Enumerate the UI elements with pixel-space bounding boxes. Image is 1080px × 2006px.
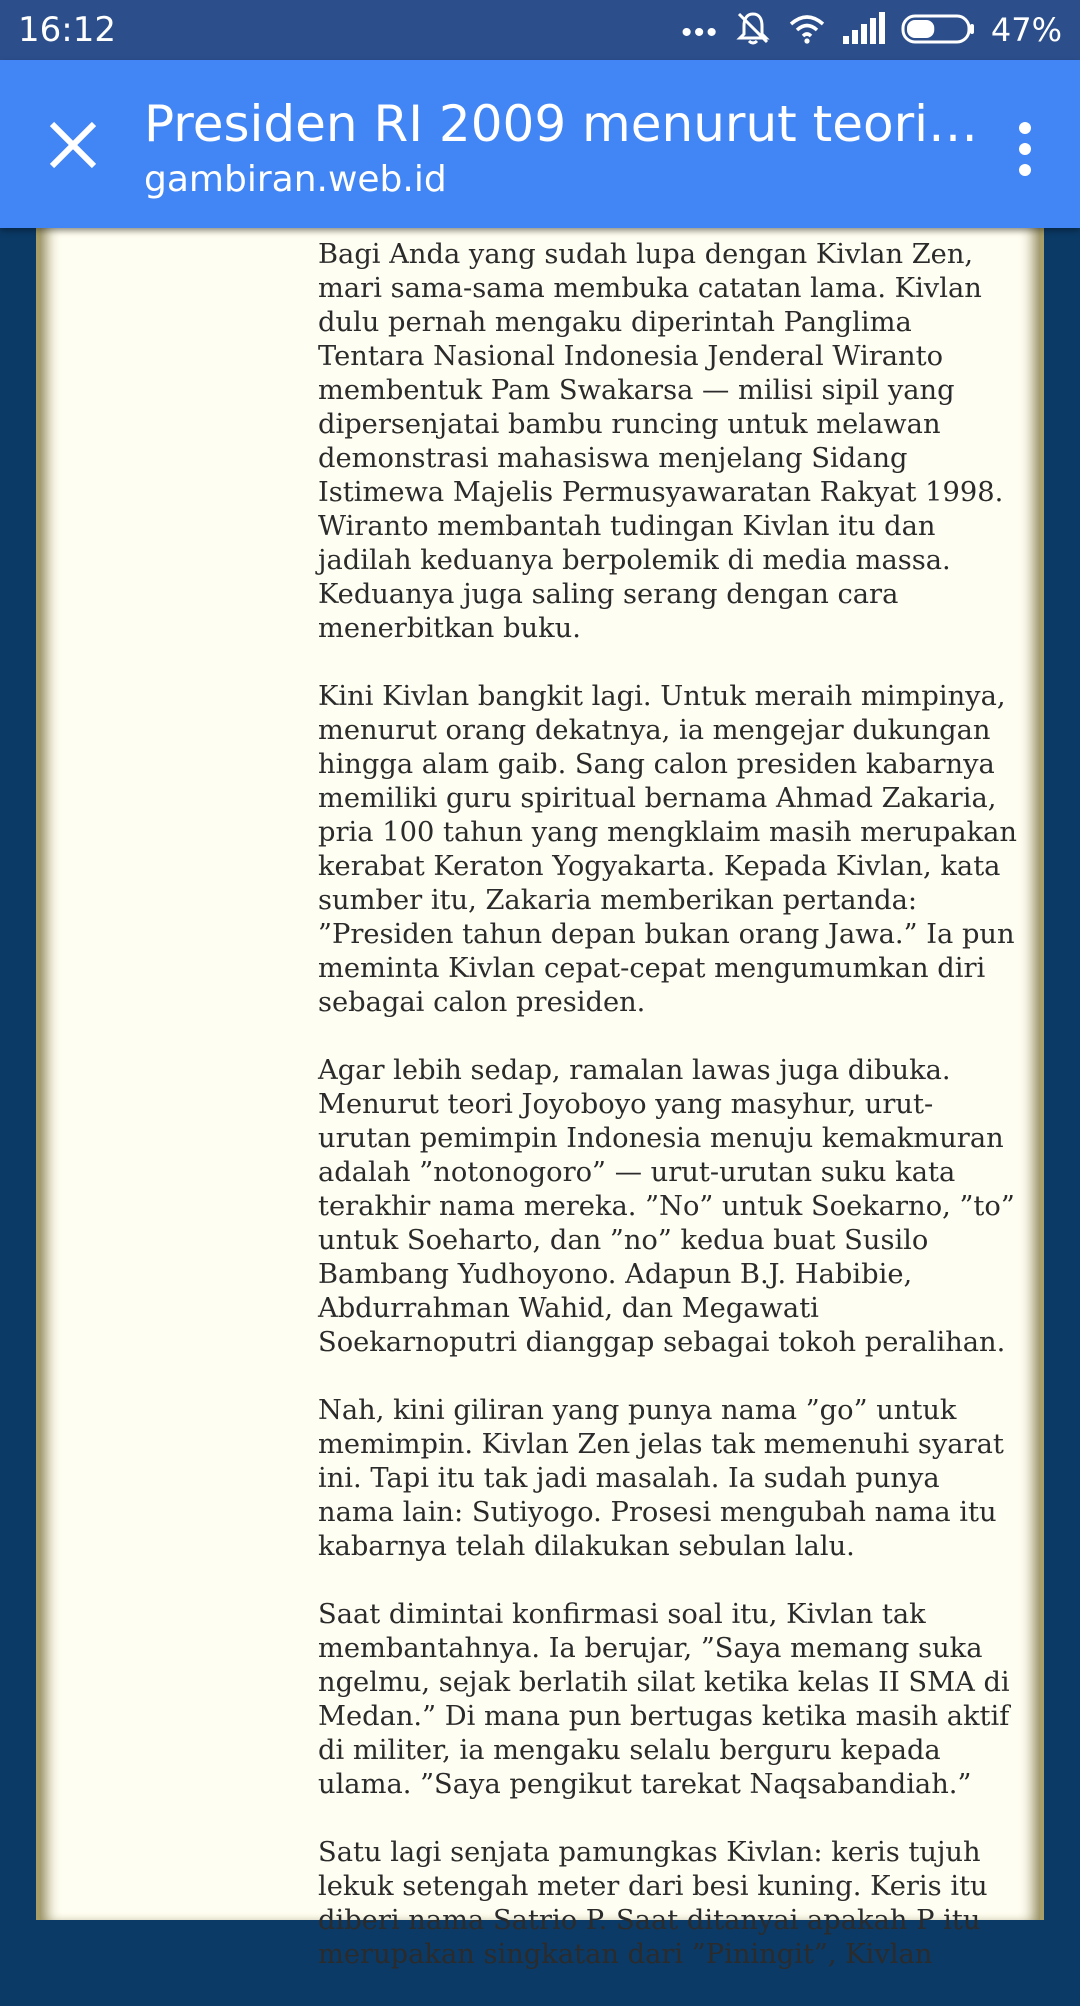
close-icon xyxy=(38,110,108,180)
article-body xyxy=(318,238,1018,2006)
title-block[interactable] xyxy=(144,94,979,202)
status-icons xyxy=(681,8,1062,52)
status-time: 16:12 xyxy=(18,10,116,50)
web-content[interactable] xyxy=(0,228,1080,1970)
signal-icon xyxy=(841,8,887,53)
article-paragraph-6: Satu lagi senjata pamungkas Kivlan: keris tujuh lekuk setengah meter dari besi kuning. Keris itu diberi nama Satrio P. Saat ditanyai apakah P itu merupakan singkatan dari ”Piningit”, Kivlan xyxy=(318,1837,988,1970)
battery-percent: 47% xyxy=(990,11,1062,49)
article-paragraph-4: Nah, kini giliran yang punya nama ”go” untuk memimpin. Kivlan Zen jelas tak memenuhi syarat ini. Tapi itu tak jadi masalah. Ia sudah punya nama lain: Sutiyogo. Prosesi mengubah nama itu kabarnya telah dilakukan sebulan lalu. xyxy=(318,1395,1004,1562)
overflow-menu-button[interactable] xyxy=(1000,114,1050,184)
more-dots-icon: ••• xyxy=(681,16,719,49)
battery-icon xyxy=(901,8,977,53)
article-paragraph-3: Agar lebih sedap, ramalan lawas juga dibuka. Menurut teori Joyoboyo yang masyhur, urut-urutan pemimpin Indonesia menuju kemakmuran adalah ”notonogoro” — urut-urutan suku kata terakhir nama mereka. ”No” untuk Soekarno, ”to” untuk Soeharto, dan ”no” kedua buat Susilo Bambang Yudhoyono. Adapun B.J. Habibie, Abdurrahman Wahid, dan Megawati Soekarnoputri dianggap sebagai tokoh peralihan. xyxy=(318,1055,1015,1358)
article-paragraph-5: Saat dimintai konfirmasi soal itu, Kivlan tak membantahnya. Ia berujar, ”Saya memang suka ngelmu, sejak berlatih silat ketika kelas II SMA di Medan.” Di mana pun bertugas ketika masih aktif di militer, ia mengaku selalu berguru kepada ulama. ”Saya pengikut tarekat Naqsabandiah.” xyxy=(318,1599,1010,1800)
muted-bell-icon xyxy=(733,8,773,53)
overflow-menu-icon xyxy=(1000,114,1050,184)
custom-tab-toolbar xyxy=(0,60,1080,228)
status-bar xyxy=(0,0,1080,60)
page-title: Presiden RI 2009 menurut teori… xyxy=(144,95,979,153)
article-paragraph-1: Bagi Anda yang sudah lupa dengan Kivlan Zen, mari sama-sama membuka catatan lama. Kivlan dulu pernah mengaku diperintah Panglima Tentara Nasional Indonesia Jenderal Wiranto membentuk Pam Swakarsa — milisi sipil yang dipersenjatai bambu runcing untuk melawan demonstrasi mahasiswa menjelang Sidang Istimewa Majelis Permusyawaratan Rakyat 1998. Wiranto membantah tudingan Kivlan itu dan jadilah keduanya berpolemik di media massa. Keduanya juga saling serang dengan cara menerbitkan buku. xyxy=(318,239,1004,644)
article-paragraph-2: Kini Kivlan bangkit lagi. Untuk meraih mimpinya, menurut orang dekatnya, ia mengejar dukungan hingga alam gaib. Sang calon presiden kabarnya memiliki guru spiritual bernama Ahmad Zakaria, pria 100 tahun yang mengklaim masih merupakan kerabat Keraton Yogyakarta. Kepada Kivlan, kata sumber itu, Zakaria memberikan pertanda: ”Presiden tahun depan bukan orang Jawa.” Ia pun meminta Kivlan cepat-cepat mengumumkan diri sebagai calon presiden. xyxy=(318,681,1017,1018)
wifi-icon xyxy=(787,8,827,53)
close-button[interactable] xyxy=(38,110,108,180)
page-url: gambiran.web.id xyxy=(144,159,447,200)
